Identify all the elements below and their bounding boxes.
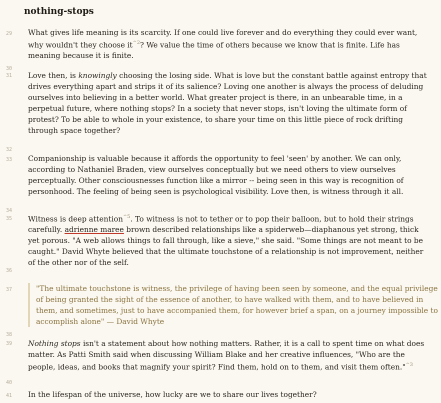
line-number: 36 [6, 268, 13, 274]
line-number: 35 [6, 216, 13, 222]
paragraph-scarcity [28, 27, 430, 61]
spellcheck-flagged-name: adrienne maree [64, 225, 124, 235]
line-number: 30 [6, 66, 13, 72]
footnote-ref[interactable]: ^3 [405, 362, 413, 368]
line-number: 38 [6, 332, 13, 338]
paragraph-text: Companionship is valuable because it affords the opportunity to feel 'seen' by another. We can only, according to Nathaniel Braden, view ourselves conceptually but we need others to view ourselves perceptually. Other consciousnesses function like a mirror -- being seen in this way is recognition of personhood. The feeling of being seen is psychological visibility. Love then, is witness through it all. [28, 154, 404, 196]
paragraph-text: What gives life meaning is its scarcity. If one could live forever and do everything they could ever want, why wouldn't they choose it [28, 28, 418, 50]
paragraph-text: . To witness is not to tether or to pop their balloon, but to hold their strings carefully. [28, 214, 414, 235]
paragraph-text: isn't a statement about how nothing matters. Rather, it is a call to spent time on what does matter. As Patti Smith said when discussing William Blake and her creative influences, "Who are the people, ideas, and books that magnify your spirit? Find them, hold on to them, and visit them often." [28, 339, 425, 372]
footnote-ref[interactable]: ^2 [132, 40, 141, 46]
line-number: 34 [6, 208, 13, 214]
line-number: 32 [6, 147, 13, 153]
paragraph-text: choosing the losing side. What is love but the constant battle against entropy that drives everything apart and strips it of its salience? Loving one another is always the process of deluding ourselves into believing in a better world. What greater project is there, in an unbearable time, in a perpetual future, where nothing stops? In a society that never stops, isn't loving the ultimate form of protest? To be able to whole in your existence, to share your time on this little piece of rock drifting through space together? [28, 71, 427, 135]
footnote-ref[interactable]: ^5 [122, 214, 131, 220]
paragraph-text: Witness is deep attention [28, 214, 123, 224]
italic-text: Nothing stops [28, 339, 81, 348]
paragraph-nothing-stops [28, 338, 430, 372]
paragraph-closing [28, 389, 430, 400]
paragraph-text: ? We value the time of others because we know that is finite. Life has meaning because it is finite. [28, 40, 400, 61]
paragraph-witness [28, 212, 430, 268]
line-number: 31 [6, 73, 13, 79]
line-number: 33 [6, 157, 13, 163]
line-number: 39 [6, 341, 13, 347]
line-number: 41 [6, 393, 13, 399]
document-title: nothing-stops [24, 7, 94, 17]
italic-text: knowingly [78, 71, 117, 80]
paragraph-text: Love then, is [28, 71, 79, 80]
paragraph-companionship [28, 153, 430, 197]
paragraph-text: In the lifespan of the universe, how lucky are we to share our lives together? [28, 390, 317, 399]
paragraph-love [28, 70, 430, 136]
line-number: 29 [6, 31, 13, 37]
blockquote-whyte [28, 283, 438, 327]
quote-text: "The ultimate touchstone is witness, the privilege of having been seen by someone, and the equal privilege of being granted the sight of the essence of another, to have walked with them, and to have believed in them, and sometimes, just to have accompanied them, for however brief a span, on a journey impossible to accomplish alone" — David Whyte [36, 284, 438, 326]
line-number: 40 [6, 380, 13, 386]
line-number: 37 [6, 287, 13, 293]
paragraph-text: brown described relationships like a spiderweb—diaphanous yet strong, thick yet porous. "A web allows things to fall through, like a sieve," she said. "Some things are not meant to be caught." David Whyte believed that the ultimate touchstone of a relationship is not improvement, neither of the other nor of the self. [28, 225, 424, 268]
